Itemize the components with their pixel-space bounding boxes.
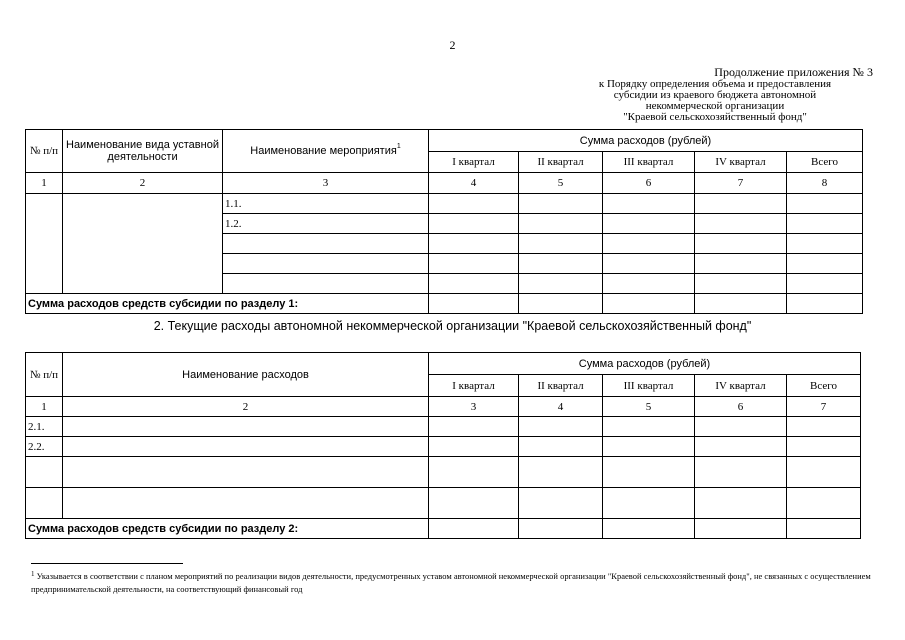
section-2-heading: 2. Текущие расходы автономной некоммерческой организации "Краевой сельскохозяйственный фонд" (153, 319, 752, 333)
footnote-divider (31, 563, 183, 564)
event-cell: 1.2. (223, 214, 429, 234)
index-cell: 6 (603, 173, 695, 194)
index-cell: 2 (63, 397, 429, 417)
footnote (31, 570, 881, 596)
appendix-header (555, 66, 875, 123)
col-header-q2: II квартал (519, 152, 603, 173)
appendix-line-1: Продолжение приложения № 3 (714, 65, 873, 79)
index-cell: 2 (63, 173, 223, 194)
appendix-line-4: некоммерческой организации (645, 100, 785, 112)
sum-label-section-1: Сумма расходов средств субсидии по разделу 1: (26, 294, 429, 314)
col-header-sum: Сумма расходов (рублей) (429, 130, 863, 152)
col-header-event-label: Наименование мероприятия (250, 145, 397, 157)
index-cell: 7 (787, 397, 861, 417)
col-header-q3: III квартал (603, 375, 695, 397)
appendix-line-5: "Краевой сельскохозяйственный фонд" (623, 111, 807, 123)
col-header-q4: IV квартал (695, 152, 787, 173)
number-cell: 2.2. (26, 437, 63, 457)
footnote-ref: 1 (396, 143, 401, 150)
index-cell: 5 (603, 397, 695, 417)
appendix-line-2: к Порядку определения объема и предоставления (598, 78, 832, 90)
number-cell (26, 488, 63, 519)
col-header-q3: III квартал (603, 152, 695, 173)
number-cell (26, 457, 63, 488)
index-cell: 1 (26, 397, 63, 417)
footnote-text: Указывается в соответствии с планом мероприятий по реализации видов деятельности, предусмотренных уставом автономной некоммерческой организации "Краевой сельскохозяйственный фонд", не связанных с осуществлением предпринимательской деятельности, на соответствующий финансовый год (31, 571, 871, 594)
table-row (26, 437, 861, 457)
col-header-sum: Сумма расходов (рублей) (429, 353, 861, 375)
table-row (26, 194, 863, 214)
col-header-number: № п/п (26, 130, 63, 173)
event-cell: 1.1. (223, 194, 429, 214)
index-cell: 6 (695, 397, 787, 417)
col-header-event (223, 130, 429, 173)
col-header-q2: II квартал (519, 375, 603, 397)
index-cell: 3 (223, 173, 429, 194)
col-header-activity: Наименование вида уставной деятельности (63, 130, 223, 173)
index-cell: 8 (787, 173, 863, 194)
table-row (26, 417, 861, 437)
col-header-number: № п/п (26, 353, 63, 397)
expenses-table-section-2 (25, 352, 861, 539)
number-cell: 2.1. (26, 417, 63, 437)
sum-row (26, 294, 863, 314)
appendix-line-3: субсидии из краевого бюджета автономной (613, 89, 817, 101)
number-cell (26, 194, 63, 294)
event-cell (223, 274, 429, 294)
sum-label-section-2: Сумма расходов средств субсидии по разделу 2: (26, 519, 429, 539)
footnote-mark: 1 (31, 570, 35, 578)
event-cell (223, 234, 429, 254)
col-header-expense-name: Наименование расходов (63, 353, 429, 397)
index-cell: 1 (26, 173, 63, 194)
index-cell: 5 (519, 173, 603, 194)
page-number: 2 (449, 38, 456, 52)
table-row (26, 457, 861, 488)
col-header-q1: I квартал (429, 375, 519, 397)
index-cell: 7 (695, 173, 787, 194)
expenses-table-section-1 (25, 129, 863, 314)
index-cell: 3 (429, 397, 519, 417)
col-header-total: Всего (787, 375, 861, 397)
index-cell: 4 (429, 173, 519, 194)
col-header-total: Всего (787, 152, 863, 173)
table-row (26, 488, 861, 519)
col-header-q1: I квартал (429, 152, 519, 173)
index-cell: 4 (519, 397, 603, 417)
activity-cell (63, 194, 223, 294)
event-cell (223, 254, 429, 274)
sum-row (26, 519, 861, 539)
col-header-q4: IV квартал (695, 375, 787, 397)
